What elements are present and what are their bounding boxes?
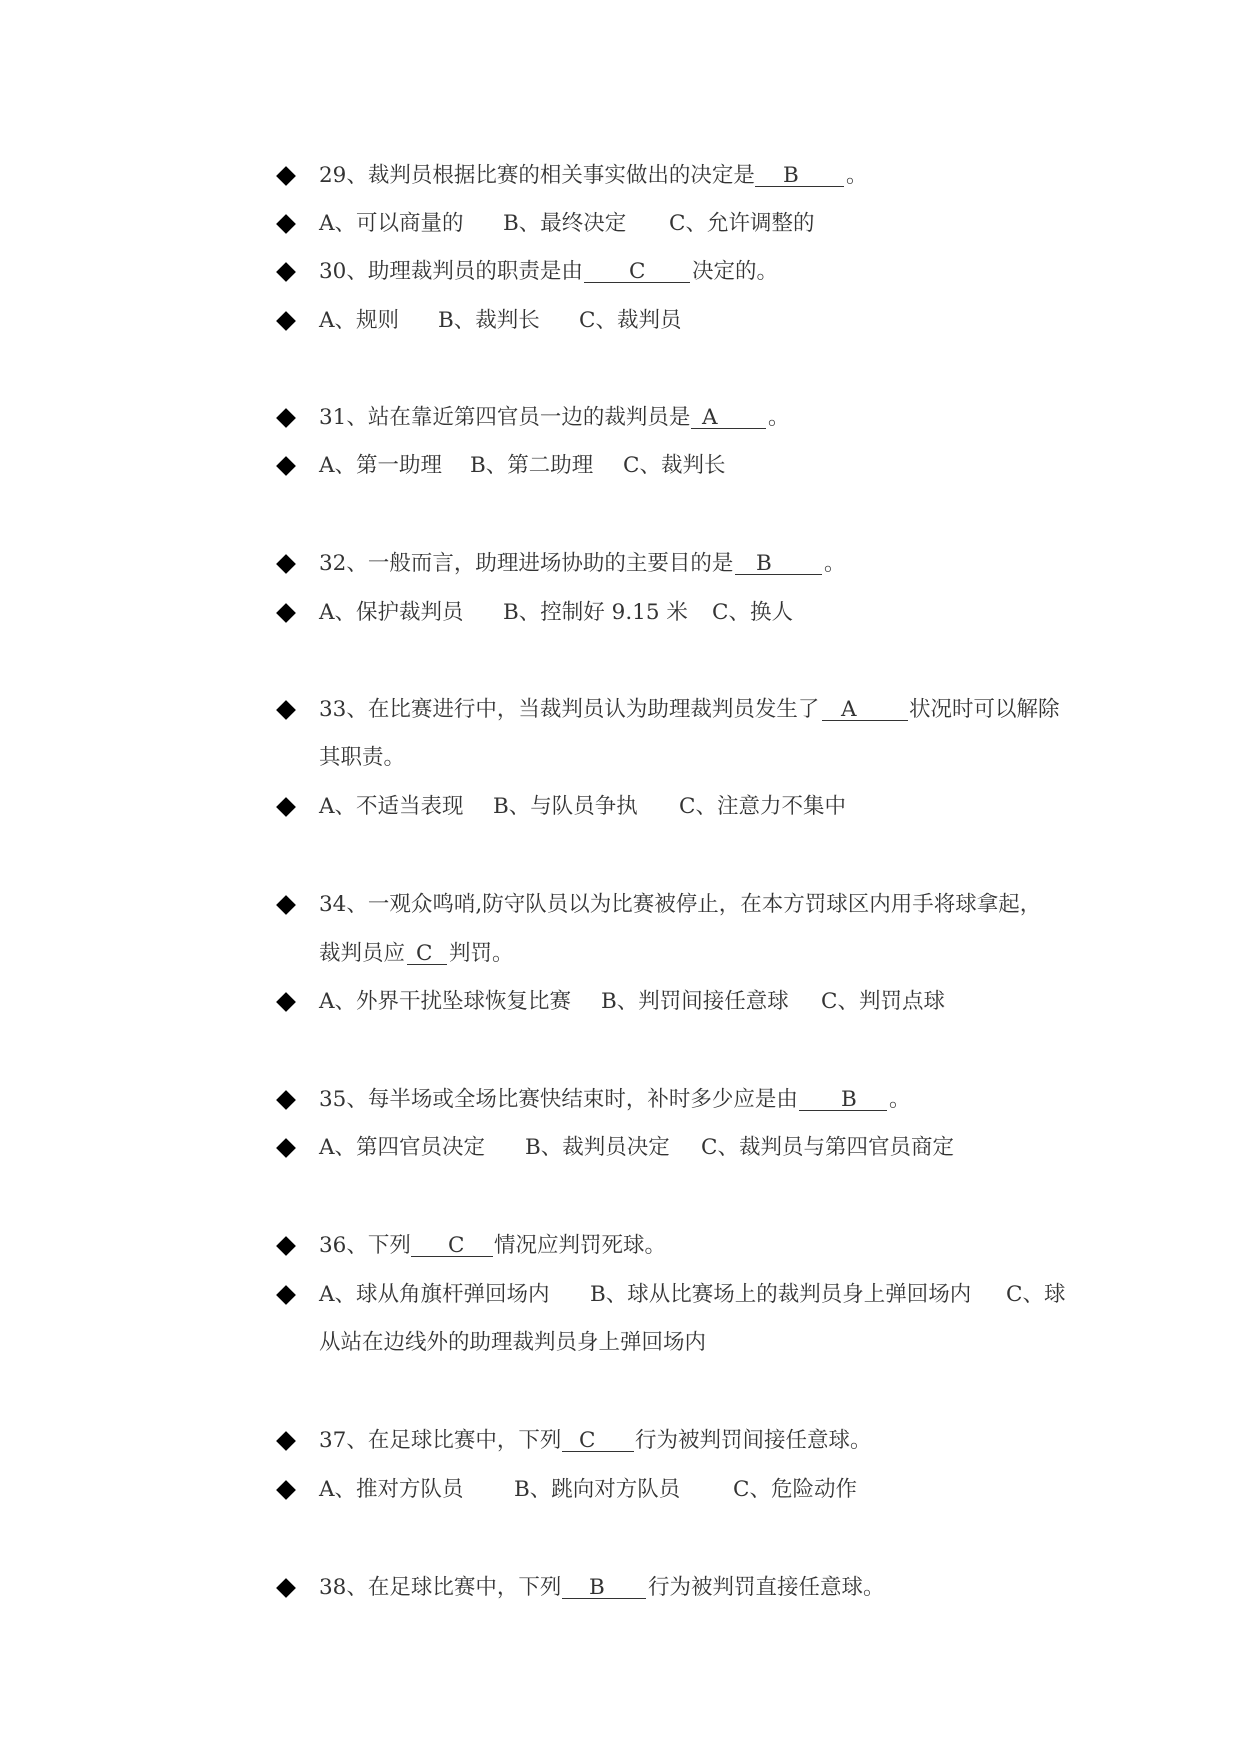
question-35-options: [0, 1134, 1241, 1162]
option-c: C、裁判长: [623, 453, 726, 478]
question-38-stem: [0, 1574, 1241, 1602]
question-text-continuation: 其职责。: [319, 745, 406, 770]
answer-blank: C: [407, 940, 447, 965]
option-c: C、判罚点球: [821, 989, 945, 1014]
question-text: 37、在足球比赛中，下列: [319, 1428, 562, 1453]
question-32-stem: [0, 550, 1241, 578]
question-37-stem: [0, 1427, 1241, 1455]
question-30-options: [0, 307, 1241, 335]
answer-blank: B: [735, 550, 822, 575]
diamond-bullet-icon: [276, 408, 296, 428]
question-text-suffix: 行为被判罚间接任意球。: [635, 1428, 872, 1453]
diamond-bullet-icon: [276, 214, 296, 234]
question-text: 35、每半场或全场比赛快结束时，补时多少应是由: [319, 1087, 798, 1112]
option-c: C、球: [1006, 1282, 1066, 1307]
diamond-bullet-icon: [276, 456, 296, 476]
question-35-stem: [0, 1086, 1241, 1114]
option-c: C、裁判员: [579, 308, 682, 333]
option-c: C、注意力不集中: [679, 794, 846, 819]
question-29-options: [0, 210, 1241, 238]
option-b: B、控制好 9.15 米: [503, 600, 688, 625]
diamond-bullet-icon: [276, 311, 296, 331]
option-b: B、最终决定: [503, 211, 627, 236]
answer-blank: C: [562, 1427, 634, 1452]
diamond-bullet-icon: [276, 895, 296, 915]
option-a: A、第一助理: [319, 453, 443, 478]
diamond-bullet-icon: [276, 166, 296, 186]
option-b: B、裁判员决定: [525, 1135, 670, 1160]
answer-blank: B: [799, 1086, 887, 1111]
option-b: B、与队员争执: [493, 794, 638, 819]
option-b: B、跳向对方队员: [514, 1477, 681, 1502]
question-text: 29、裁判员根据比赛的相关事实做出的决定是: [319, 163, 755, 188]
option-b: B、球从比赛场上的裁判员身上弹回场内: [590, 1282, 972, 1307]
question-31-stem: [0, 404, 1241, 432]
diamond-bullet-icon: [276, 554, 296, 574]
question-text-suffix: 决定的。: [692, 259, 779, 284]
question-text-suffix: 。: [768, 405, 790, 430]
diamond-bullet-icon: [276, 1285, 296, 1305]
diamond-bullet-icon: [276, 992, 296, 1012]
diamond-bullet-icon: [276, 1138, 296, 1158]
question-33-stem-continuation: [0, 744, 1241, 772]
question-text-suffix: 行为被判罚直接任意球。: [648, 1575, 885, 1600]
question-36-options: [0, 1281, 1241, 1309]
answer-blank: B: [755, 162, 844, 187]
answer-blank: A: [822, 696, 908, 721]
answer-blank: A: [691, 404, 766, 429]
question-text: 34、一观众鸣哨,防守队员以为比赛被停止，在本方罚球区内用手将球拿起，: [319, 892, 1042, 917]
option-c: C、允许调整的: [669, 211, 815, 236]
option-b: B、判罚间接任意球: [601, 989, 789, 1014]
option-a: A、保护裁判员: [319, 600, 464, 625]
diamond-bullet-icon: [276, 1431, 296, 1451]
diamond-bullet-icon: [276, 262, 296, 282]
option-a: A、球从角旗杆弹回场内: [319, 1282, 550, 1307]
option-a: A、可以商量的: [319, 211, 464, 236]
question-text: 36、下列: [319, 1233, 411, 1258]
question-33-stem: [0, 696, 1241, 724]
question-text-suffix: 。: [824, 551, 846, 576]
question-33-options: [0, 793, 1241, 821]
option-c: C、裁判员与第四官员商定: [701, 1135, 954, 1160]
diamond-bullet-icon: [276, 797, 296, 817]
question-36-stem: [0, 1232, 1241, 1260]
question-text: 32、一般而言，助理进场协助的主要目的是: [319, 551, 734, 576]
diamond-bullet-icon: [276, 1480, 296, 1500]
diamond-bullet-icon: [276, 603, 296, 623]
question-text-suffix: 。: [846, 163, 868, 188]
answer-blank: B: [562, 1574, 646, 1599]
diamond-bullet-icon: [276, 1236, 296, 1256]
option-a: A、规则: [319, 308, 400, 333]
diamond-bullet-icon: [276, 1578, 296, 1598]
question-31-options: [0, 452, 1241, 480]
question-37-options: [0, 1476, 1241, 1504]
question-34-stem-continuation: [0, 940, 1241, 968]
option-c: C、危险动作: [733, 1477, 857, 1502]
question-30-stem: [0, 258, 1241, 286]
question-29-stem: [0, 162, 1241, 190]
option-c-continuation: 从站在边线外的助理裁判员身上弹回场内: [319, 1330, 707, 1355]
option-a: A、不适当表现: [319, 794, 464, 819]
option-a: A、外界干扰坠球恢复比赛: [319, 989, 572, 1014]
question-text: 38、在足球比赛中，下列: [319, 1575, 562, 1600]
question-text-suffix: 判罚。: [449, 941, 514, 966]
option-c: C、换人: [712, 600, 793, 625]
question-text: 33、在比赛进行中，当裁判员认为助理裁判员发生了: [319, 697, 820, 722]
option-b: B、第二助理: [470, 453, 594, 478]
question-text: 30、助理裁判员的职责是由: [319, 259, 583, 284]
option-a: A、第四官员决定: [319, 1135, 486, 1160]
question-32-options: [0, 599, 1241, 627]
question-text-suffix: 状况时可以解除: [909, 697, 1060, 722]
question-text-suffix: 情况应判罚死球。: [494, 1233, 667, 1258]
question-text-continuation: 裁判员应: [319, 941, 406, 966]
question-36-options-continuation: [0, 1329, 1241, 1357]
question-34-options: [0, 988, 1241, 1016]
answer-blank: C: [411, 1232, 493, 1257]
diamond-bullet-icon: [276, 1090, 296, 1110]
answer-blank: C: [584, 258, 690, 283]
option-a: A、推对方队员: [319, 1477, 464, 1502]
question-text-suffix: 。: [889, 1087, 911, 1112]
option-b: B、裁判长: [438, 308, 540, 333]
question-34-stem: [0, 891, 1241, 919]
question-text: 31、站在靠近第四官员一边的裁判员是: [319, 405, 691, 430]
diamond-bullet-icon: [276, 700, 296, 720]
